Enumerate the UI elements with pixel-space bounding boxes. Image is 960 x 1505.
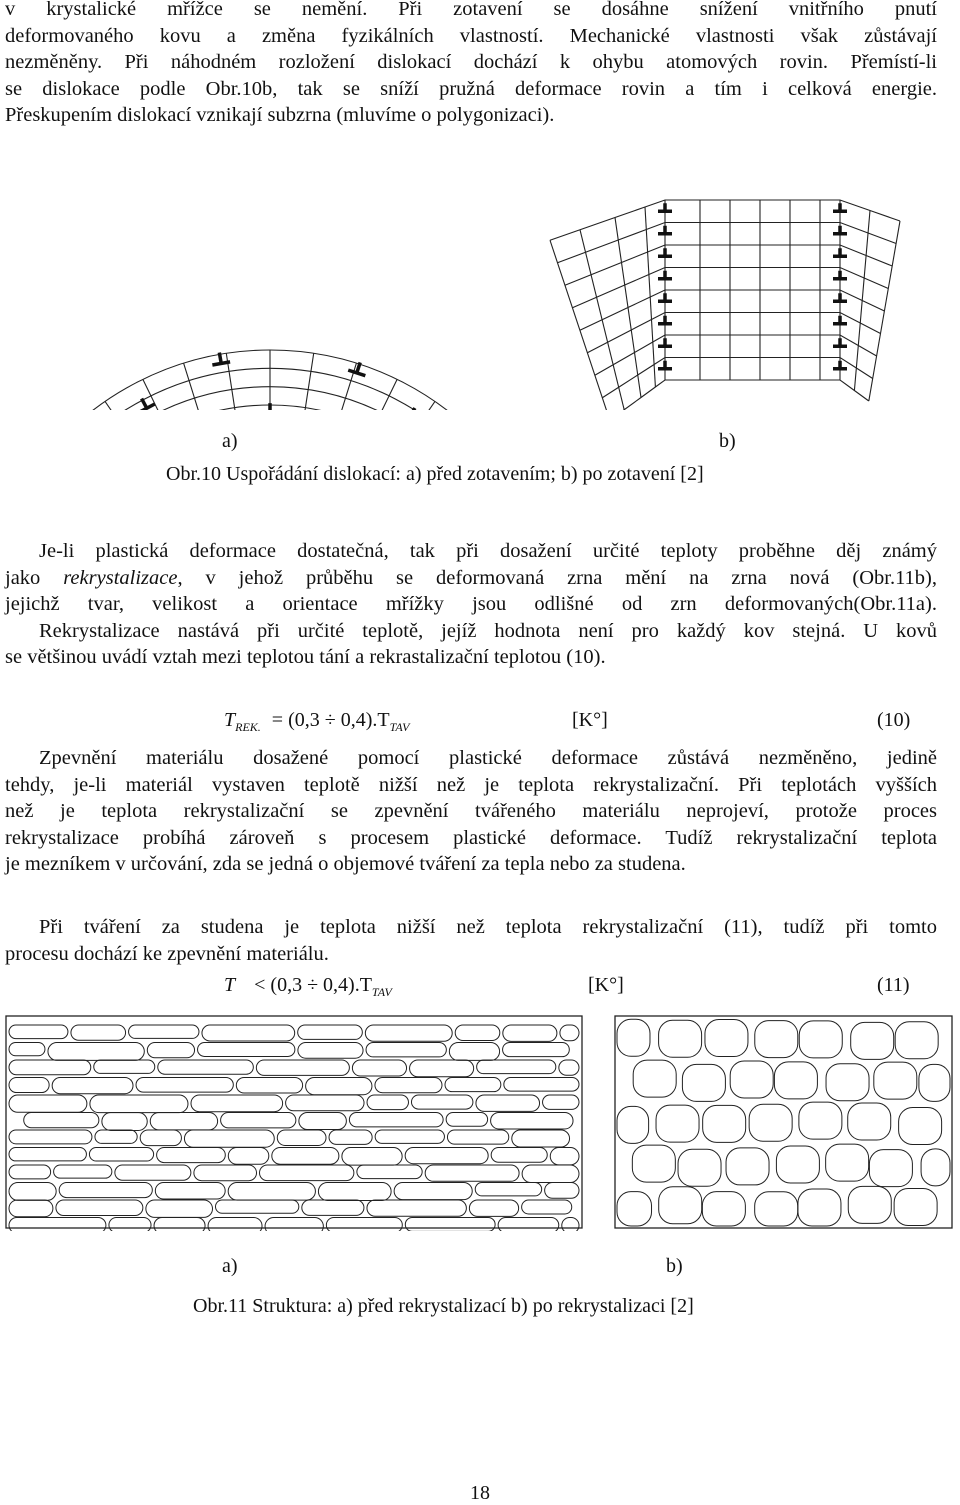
elongated-grain: [366, 1043, 446, 1057]
dislocation-symbol: [833, 226, 847, 234]
elongated-grain: [425, 1165, 519, 1181]
equation-10-number: (10): [877, 709, 911, 731]
eq-symbol: T: [224, 974, 236, 996]
elongated-grain: [109, 1218, 151, 1232]
elongated-grain: [491, 1148, 547, 1163]
elongated-grain: [550, 1148, 579, 1165]
elongated-grain: [559, 1060, 579, 1075]
elongated-grain: [9, 1165, 51, 1179]
elongated-grain: [522, 1165, 579, 1183]
equiaxed-grain: [869, 1150, 912, 1187]
elongated-grain: [365, 1025, 452, 1041]
elongated-grain: [447, 1130, 508, 1144]
elongated-grain: [158, 1060, 254, 1074]
dislocation-symbol: [658, 338, 672, 346]
grid-radial-line: [297, 353, 314, 410]
elongated-grain: [184, 1130, 274, 1147]
elongated-grain: [449, 1043, 499, 1061]
elongated-grain: [129, 1025, 199, 1038]
text-line: jejichž tvar, velikost a orientace mřížky jsou odlišné od zrn deformovaných(Obr.11a).: [5, 593, 937, 615]
eq-rhs: < (0,3 ÷ 0,4).T: [254, 974, 372, 996]
equiaxed-grain: [702, 1192, 745, 1226]
grid-column-line: [854, 211, 870, 391]
elongated-grain: [9, 1200, 53, 1217]
text-line: Přeskupením dislokací vznikají subzrna (mluvíme o polygonizaci).: [5, 104, 555, 126]
dislocation-symbol: [658, 248, 672, 256]
elongated-grain: [367, 1200, 466, 1216]
elongated-grain: [357, 1165, 422, 1179]
equiaxed-grain: [682, 1064, 725, 1101]
equiaxed-grain: [659, 1020, 702, 1057]
equation-11: [224, 974, 392, 1000]
text-line: nezměněny. Při náhodném rozložení dislokací dochází k ohybu atomových rovin. Přemístí-li: [5, 51, 937, 73]
elongated-grain: [115, 1165, 191, 1180]
elongated-grain: [54, 1165, 112, 1178]
elongated-grain: [9, 1183, 56, 1201]
text-line: procesu dochází ke zpevnění materiálu.: [5, 942, 329, 965]
elongated-grain: [48, 1043, 144, 1061]
elongated-grain: [543, 1095, 579, 1109]
eq-rhs: = (0,3 ÷ 0,4).T: [271, 709, 390, 731]
elongated-grain: [469, 1200, 518, 1216]
equiaxed-grain: [726, 1148, 769, 1185]
elongated-grain: [504, 1078, 579, 1092]
elongated-grain: [560, 1025, 579, 1041]
equiaxed-grain: [899, 1107, 942, 1144]
dislocation-symbol: [658, 316, 672, 324]
dislocation-symbol: [658, 203, 672, 211]
paragraph-4: [5, 914, 937, 967]
elongated-grain: [136, 1078, 233, 1093]
elongated-grain: [342, 1148, 402, 1166]
paragraph-3: [5, 745, 937, 878]
text-line: tehdy, je-li materiál vystaven teplotě nižší než je teplota rekrystalizační. Při teplotách vyšších: [5, 773, 937, 796]
figure-11-caption: Obr.11 Struktura: a) před rekrystalizací b) po rekrystalizaci [2]: [193, 1295, 694, 1317]
elongated-grain: [375, 1130, 444, 1143]
elongated-grain: [306, 1078, 372, 1095]
figure-10-label-a: a): [222, 430, 238, 452]
elongated-grain: [228, 1148, 269, 1165]
dislocation-symbol: [833, 338, 847, 346]
elongated-grain: [216, 1200, 299, 1213]
eq-subscript: TAV: [389, 720, 410, 734]
elongated-grain: [9, 1078, 49, 1093]
dislocation-symbol: [658, 271, 672, 279]
grid-column-line: [869, 221, 900, 401]
grid-column-line: [580, 230, 624, 410]
elongated-grain: [367, 1095, 408, 1110]
elongated-grain: [455, 1025, 500, 1040]
grid-radial-line: [105, 401, 168, 410]
elongated-grain: [146, 1200, 213, 1217]
text-line: rekrystalizace probíhá zároveň s procesem plastické deformace. Tudíž rekrystalizační teplota: [5, 826, 937, 849]
figure-11-structure: [5, 1015, 955, 1231]
text-line: než je teplota rekrystalizační se zpevnění tvářeného materiálu neprojeví, protože proces: [5, 800, 937, 822]
equiaxed-grain: [755, 1192, 798, 1226]
elongated-grain: [154, 1218, 205, 1232]
paragraph-2: [5, 538, 937, 671]
elongated-grain: [94, 1060, 155, 1073]
dislocation-symbol: [833, 316, 847, 324]
equiaxed-grain: [632, 1145, 675, 1182]
text-fragment: jako: [5, 566, 41, 589]
elongated-grain: [411, 1095, 472, 1109]
figure-10-label-b: b): [719, 430, 736, 452]
text-line: Zpevnění materiálu dosažené pomocí plastické deformace zůstává nezměněno, jedině: [39, 747, 937, 769]
equiaxed-grain: [919, 1064, 950, 1101]
dislocation-grid-diagrams: [60, 170, 920, 410]
elongated-grain: [9, 1218, 106, 1232]
elongated-grain: [445, 1078, 501, 1092]
elongated-grain: [326, 1218, 402, 1232]
elongated-grain: [9, 1025, 68, 1039]
equiaxed-grain: [848, 1103, 891, 1140]
elongated-grain: [503, 1025, 557, 1041]
equiaxed-grain: [749, 1104, 792, 1141]
elongated-grain: [194, 1165, 257, 1181]
elongated-grain: [52, 1078, 133, 1094]
elongated-grain: [56, 1200, 143, 1216]
grid-arc: [60, 350, 499, 410]
text-line: Je-li plastická deformace dostatečná, tak při dosažení určité teploty proběhne děj známý: [39, 540, 937, 562]
grid-column-line: [645, 207, 655, 387]
elongated-grain: [446, 1113, 487, 1127]
elongated-grain: [349, 1113, 443, 1127]
equiaxed-grain: [826, 1144, 869, 1181]
dislocation-symbol: [658, 361, 672, 369]
frame-after-recrystallization: [615, 1016, 952, 1228]
figure-10-caption: Obr.10 Uspořádání dislokací: a) před zotavením; b) po zotavení [2]: [166, 463, 704, 485]
equiaxed-grain: [703, 1105, 746, 1142]
equation-10-unit: [K°]: [572, 709, 608, 731]
dislocation-symbol: [833, 248, 847, 256]
elongated-grain: [256, 1060, 349, 1075]
equiaxed-grain: [799, 1102, 842, 1139]
equiaxed-grain: [705, 1020, 748, 1057]
elongated-grain: [286, 1095, 364, 1111]
grain-structure-diagrams: [5, 1015, 955, 1231]
term-italic: rekrystalizace: [63, 566, 178, 589]
equiaxed-grain: [755, 1021, 798, 1058]
elongated-grain: [477, 1060, 556, 1074]
dislocation-symbol: [833, 203, 847, 211]
elongated-grain: [476, 1095, 540, 1111]
elongated-grain: [302, 1200, 364, 1215]
elongated-grain: [277, 1130, 326, 1145]
elongated-grain: [202, 1025, 295, 1041]
elongated-grain: [140, 1130, 181, 1146]
elongated-grain: [498, 1218, 559, 1232]
equation-11-number: (11): [877, 974, 910, 996]
dislocation-symbol: [833, 271, 847, 279]
equation-10: [224, 709, 409, 735]
equiaxed-grain: [874, 1062, 917, 1099]
elongated-grain: [298, 1043, 363, 1059]
equiaxed-grain: [730, 1061, 773, 1098]
equiaxed-grain: [798, 1189, 841, 1226]
grid-column-line: [550, 240, 610, 410]
equiaxed-grain: [617, 1106, 649, 1143]
elongated-grain: [59, 1183, 152, 1198]
elongated-grain: [221, 1113, 296, 1128]
elongated-grain: [89, 1148, 153, 1162]
elongated-grain: [352, 1060, 406, 1076]
equiaxed-grain: [894, 1188, 937, 1225]
elongated-grain: [9, 1130, 92, 1144]
elongated-grain: [394, 1183, 472, 1200]
equiaxed-grain: [617, 1019, 650, 1056]
grid-radial-line: [184, 363, 217, 410]
equiaxed-grain: [776, 1146, 819, 1183]
figure-11-label-b: b): [666, 1255, 683, 1277]
page-number: 18: [470, 1482, 490, 1504]
eq-subscript: TAV: [371, 985, 392, 999]
elongated-grain: [375, 1078, 442, 1093]
grid-radial-line: [372, 401, 435, 410]
elongated-grain: [512, 1130, 570, 1147]
elongated-grain: [208, 1218, 262, 1232]
equiaxed-grain: [656, 1105, 699, 1142]
dislocation-symbol: [658, 293, 672, 301]
paragraph-1: [5, 0, 937, 129]
elongated-grain: [260, 1165, 354, 1181]
elongated-grain: [90, 1095, 188, 1113]
elongated-grain: [95, 1130, 137, 1143]
dislocation-symbol: [833, 293, 847, 301]
text-line: Při tváření za studena je teplota nižší než teplota rekrystalizační (11), tudíž při tomto: [39, 916, 937, 938]
equiaxed-grain: [895, 1022, 938, 1059]
elongated-grain: [410, 1060, 474, 1077]
text-fragment: , v jehož průběhu se deformovaná zrna mění na zrna nová (Obr.11b),: [177, 566, 938, 589]
elongated-grain: [329, 1130, 372, 1144]
equiaxed-grain: [678, 1149, 721, 1186]
figure-11-label-a: a): [222, 1255, 238, 1277]
elongated-grain: [157, 1148, 226, 1163]
elongated-grain: [299, 1113, 347, 1130]
equation-11-unit: [K°]: [588, 974, 624, 996]
equiaxed-grain: [851, 1022, 894, 1059]
elongated-grain: [191, 1095, 283, 1112]
elongated-grain: [545, 1183, 579, 1199]
elongated-grain: [9, 1095, 87, 1112]
elongated-grain: [9, 1043, 45, 1056]
dislocation-symbol: [833, 361, 847, 369]
text-line: Rekrystalizace nastává při určité teplotě, jejíž hodnota není pro každý kov stejná. U kovů: [39, 619, 937, 642]
elongated-grain: [491, 1113, 573, 1129]
elongated-grain: [405, 1218, 495, 1232]
eq-symbol: T: [224, 709, 236, 731]
elongated-grain: [71, 1025, 126, 1040]
equiaxed-grain: [848, 1186, 891, 1223]
text-line: deformovaného kovu a změna fyzikálních vlastností. Mechanické vlastnosti však zůstávají: [5, 24, 937, 47]
elongated-grain: [503, 1043, 570, 1057]
elongated-grain: [198, 1043, 295, 1057]
equiaxed-grain: [921, 1149, 950, 1186]
elongated-grain: [405, 1148, 488, 1164]
elongated-grain: [155, 1183, 225, 1200]
elongated-grain: [102, 1113, 147, 1131]
dislocation-symbol: [658, 226, 672, 234]
elongated-grain: [24, 1113, 99, 1128]
equiaxed-grain: [799, 1021, 842, 1058]
text-line: v krystalické mřížce se nemění. Při zotavení se dosáhne snížení vnitřního pnutí: [5, 0, 937, 20]
elongated-grain: [9, 1148, 86, 1161]
text-line: [5, 565, 937, 592]
elongated-grain: [228, 1183, 315, 1201]
equiaxed-grain: [774, 1062, 817, 1099]
dislocation-symbol: [261, 403, 279, 410]
elongated-grain: [150, 1113, 217, 1130]
elongated-grain: [272, 1148, 339, 1165]
grid-row-line: [602, 358, 872, 398]
text-line: je mezníkem v určování, zda se jedná o objemové tváření za tepla nebo za studena.: [5, 853, 686, 875]
text-line: se dislokace podle Obr.10b, tak se sníží pružná deformace rovin a tím i celková energie.: [5, 77, 937, 100]
text-line: se většinou uvádí vztah mezi teplotou tání a rekrastalizační teplotou (10).: [5, 646, 606, 668]
elongated-grain: [562, 1218, 579, 1232]
equiaxed-grain: [659, 1187, 702, 1224]
equiaxed-grain: [617, 1192, 652, 1226]
eq-subscript: REK.: [235, 720, 261, 734]
grid-radial-line: [349, 379, 397, 410]
elongated-grain: [147, 1043, 194, 1058]
equiaxed-grain: [826, 1064, 869, 1101]
elongated-grain: [318, 1183, 391, 1201]
elongated-grain: [522, 1200, 572, 1214]
elongated-grain: [236, 1078, 302, 1093]
elongated-grain: [265, 1218, 323, 1232]
grid-column-line: [615, 218, 641, 398]
grid-row-line: [610, 380, 869, 410]
equiaxed-grain: [633, 1060, 676, 1097]
elongated-grain: [9, 1060, 91, 1075]
elongated-grain: [298, 1025, 363, 1039]
elongated-grain: [475, 1183, 541, 1196]
grid-row-line: [550, 200, 900, 240]
figure-10-diagram: [60, 170, 920, 410]
